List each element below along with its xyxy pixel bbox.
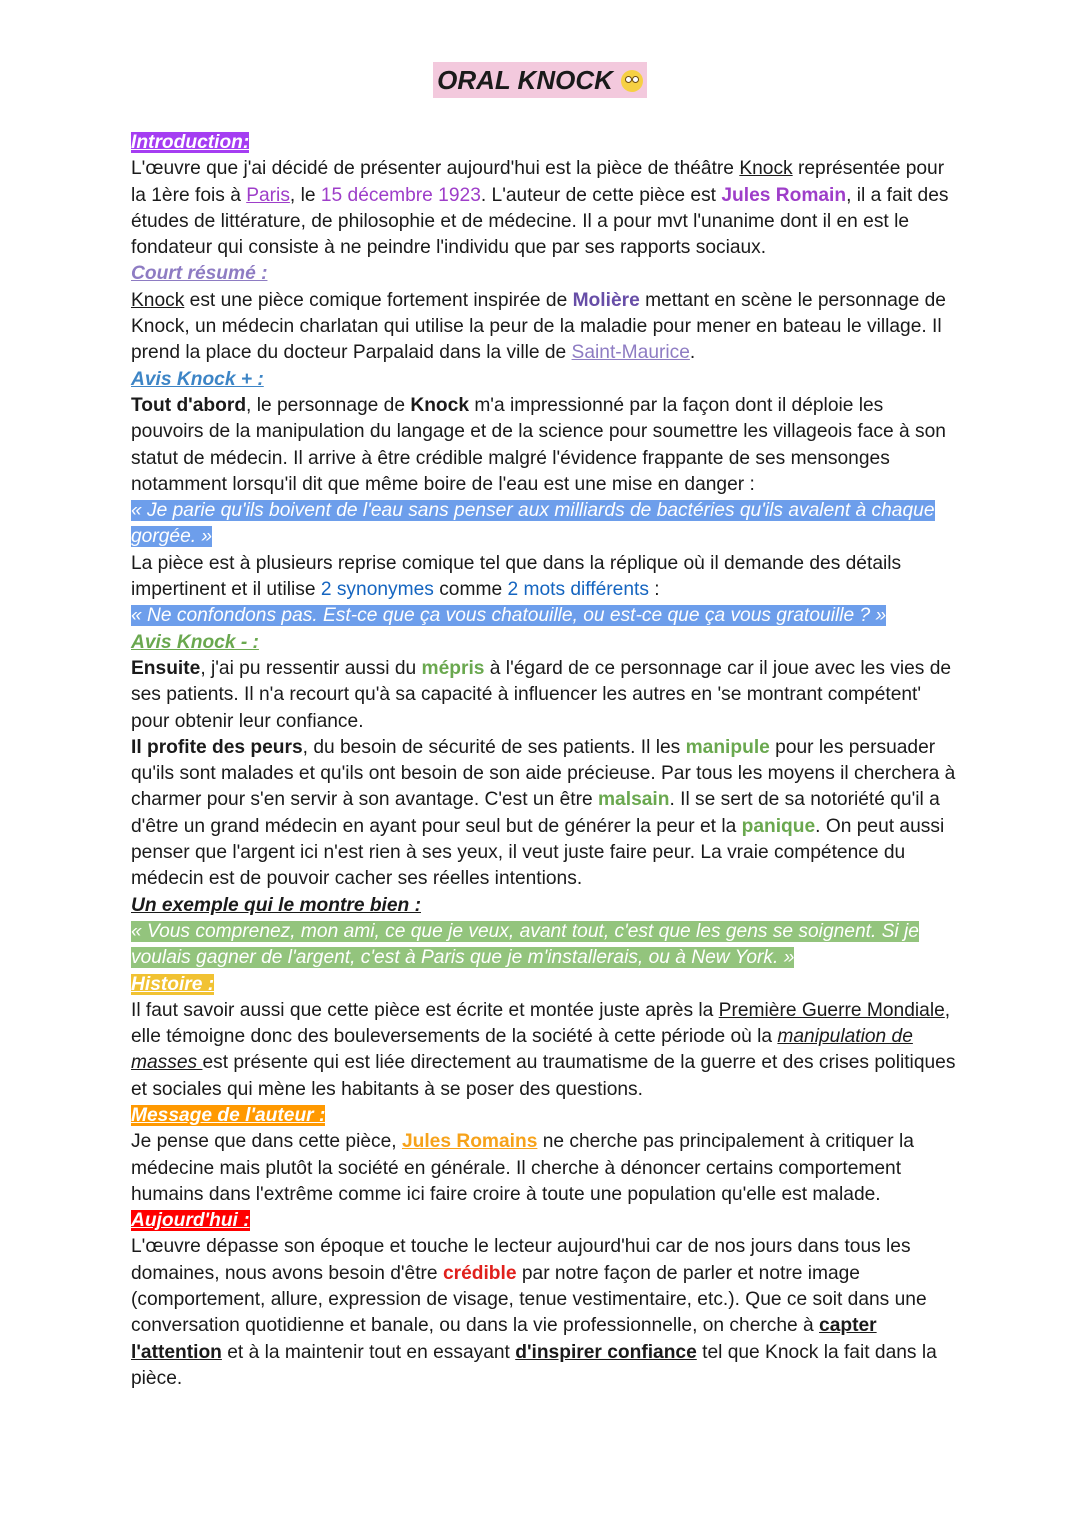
- paragraph-introduction: L'œuvre que j'ai décidé de présenter aujourd'hui est la pièce de théâtre Knock représentée pour la 1ère fois à Paris, le 15 décembre 1923. L'auteur de cette pièce est Jules Romain, il a fait des études de littérature, de philosophie et de médecine. Il a pour mvt l'unanime dont il en est le fondateur qui consiste à ne peindre l'individu que par ses rapports sociaux.: [131, 158, 949, 259]
- quote-argent: « Vous comprenez, mon ami, ce que je veux, avant tout, c'est que les gens se soignent. Si je voulais gagner de l'argent, c'est à Paris que je m'installerais, ou à New York. »: [131, 920, 919, 969]
- link-jules-romains[interactable]: Jules Romains: [401, 1131, 538, 1153]
- title-row: [0, 62, 1080, 98]
- quote-chatouille: « Ne confondons pas. Est-ce que ça vous chatouille, ou est-ce que ça vous gratouille ? »: [131, 605, 887, 627]
- document-body: [131, 130, 961, 1392]
- author-name: Jules Romain: [721, 184, 847, 206]
- section-heading-histoire: Histoire :: [131, 973, 215, 995]
- link-premiere-guerre[interactable]: Première Guerre Mondiale: [718, 999, 945, 1021]
- link-knock-resume[interactable]: Knock: [131, 289, 185, 311]
- section-heading-avis-moins: Avis Knock - :: [131, 631, 259, 653]
- woozy-face-icon: [621, 70, 643, 92]
- paragraph-message: Je pense que dans cette pièce, Jules Romains ne cherche pas principalement à critiquer la médecine mais plutôt la société en générale. Il cherche à dénoncer certains comportement humains dans l'extrême comme ici faire croire à toute une population qu'elle est malade.: [131, 1131, 914, 1205]
- paragraph-histoire: Il faut savoir aussi que cette pièce est écrite et montée juste après la Première Guerre Mondiale, elle témoigne donc des bouleversements de la société à cette période où la manipulation de masses est présente qui est liée directement au traumatisme de la guerre et des crises politiques et sociales qui mène les habitants à se poser des questions.: [131, 999, 956, 1100]
- paragraph-avis-moins-2: Il profite des peurs, du besoin de sécurité de ses patients. Il les manipule pour les persuader qu'ils sont malades et qu'ils ont besoin de son aide précieuse. Par tous les moyens il cherchera à charmer pour s'en servir à son avantage. C'est un être malsain. Il se sert de sa notoriété qu'il a d'être un grand médecin en ayant pour seul but de générer la peur et la panique. On peut aussi penser que l'argent ici n'est rien à ses yeux, il veut juste faire peur. La vraie compétence du médecin est de pouvoir cacher ses réelles intentions.: [131, 736, 956, 890]
- section-heading-exemple: Un exemple qui le montre bien :: [131, 894, 421, 916]
- section-heading-avis-plus: Avis Knock + :: [131, 368, 264, 390]
- link-paris[interactable]: Paris: [246, 184, 290, 206]
- paragraph-aujourdhui: L'œuvre dépasse son époque et touche le lecteur aujourd'hui car de nos jours dans tous les domaines, nous avons besoin d'être crédible par notre façon de parler et notre image (comportement, allure, expression de visage, tenue vestimentaire, etc.). Que ce soit dans une conversation quotidienne et banale, ou dans la vie professionnelle, on cherche à capter l'attention et à la maintenir tout en essayant d'inspirer confiance tel que Knock la fait dans la pièce.: [131, 1236, 937, 1389]
- title-text: ORAL KNOCK: [437, 65, 613, 95]
- section-heading-introduction: Introduction:: [131, 132, 250, 153]
- paragraph-resume: Knock est une pièce comique fortement inspirée de Molière mettant en scène le personnage de Knock, un médecin charlatan qui utilise la peur de la maladie pour mener en bateau le village. Il prend la place du docteur Parpalaid dans la ville de Saint-Maurice.: [131, 289, 946, 364]
- paragraph-avis-moins-1: Ensuite, j'ai pu ressentir aussi du mépris à l'égard de ce personnage car il joue avec les vies de ses patients. Il n'a recourt qu'à sa capacité à influencer les autres en 'se montrant compétent' pour obtenir leur confiance.: [131, 657, 952, 732]
- paragraph-comique: La pièce est à plusieurs reprise comique tel que dans la réplique où il demande des détails impertinent et il utilise 2 synonymes comme 2 mots différents :: [131, 552, 902, 601]
- paragraph-avis-plus: Tout d'abord, le personnage de Knock m'a impressionné par la façon dont il déploie les pouvoirs de la manipulation du langage et de la science pour soumettre les villageois face à son statut de médecin. Il arrive à être crédible malgré l'évidence frappante de ses mensonges notamment lorsqu'il dit que même boire de l'eau est une mise en danger :: [131, 394, 946, 495]
- moliere-text: Molière: [572, 289, 640, 311]
- section-heading-aujourdhui: Aujourd'hui :: [131, 1210, 250, 1232]
- link-knock[interactable]: Knock: [739, 158, 793, 180]
- quote-eau: « Je parie qu'ils boivent de l'eau sans penser aux milliards de bactéries qu'ils avalent à chaque gorgée. »: [131, 500, 935, 548]
- section-heading-message: Message de l'auteur :: [131, 1104, 326, 1126]
- page-title: [433, 62, 647, 98]
- section-heading-court-resume: Court résumé :: [131, 263, 268, 285]
- link-saint-maurice[interactable]: Saint-Maurice: [571, 342, 690, 364]
- date-text: 15 décembre 1923: [320, 184, 481, 206]
